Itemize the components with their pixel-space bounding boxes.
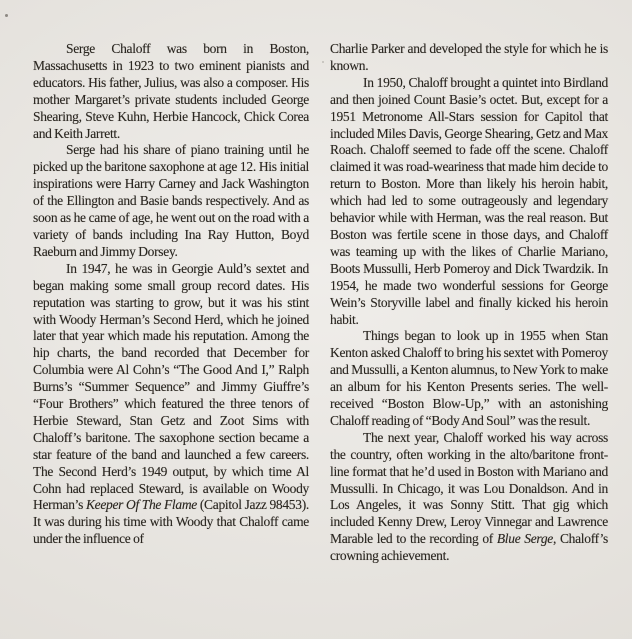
paragraph bbox=[330, 328, 608, 429]
body-text: In 1947, he was in Georgie Auld’s sextet and began making some small group record dates. His reputation was starting to grow, but it was his stint with Woody Herman’s Second Herd, which he joined later that year which made his reputation. Among the hip charts, the band recorded that December for Columbia were Al Cohn’s “The Good And I,” Ralph Burns’s “Summer Sequence” and Jimmy Giuffre’s “Four Brothers” which featured the three tenors of Herbie Steward, Stan Getz and Zoot Sims with Chaloff’s baritone. The saxophone section became a star feature of the band and launched a few careers. The Second Herd’s 1949 output, by which time Al Cohn had replaced Steward, is available on Woody Herman’s bbox=[33, 260, 309, 513]
body-text: Serge had his share of piano training until he picked up the baritone saxophone at age 12. His initial inspirations were Harry Carney and Jack Washington of the Ellington and Basie bands respectively. And as soon as he came of age, he went out on the road with a variety of bands including Ina Ray Hutton, Boyd Raeburn and Jimmy Dorsey. bbox=[33, 142, 309, 259]
right-column bbox=[330, 41, 608, 565]
body-text: (Capitol Jazz 98453). It was during his time with Woody that Chaloff came under the influence of bbox=[33, 497, 309, 547]
left-column bbox=[33, 41, 309, 548]
body-text: , Chaloff’s crowning achievement. bbox=[330, 531, 608, 564]
body-text: The next year, Chaloff worked his way across the country, often working in the alto/baritone front-line format that he’d used in Boston with Mariano and Mussulli. In Chicago, it was Lou Donaldson. And in Los Angeles, it was Sonny Stitt. That gig which included Kenny Drew, Leroy Vinnegar and Lawrence Marable led to the recording of bbox=[330, 429, 608, 547]
scan-speck bbox=[5, 14, 8, 17]
body-text: Things began to look up in 1955 when Stan Kenton asked Chaloff to bring his sextet with Pomeroy and Mussulli, a Kenton alumnus, to New York to make an album for his Kenton Presents series. The well-received “Boston Blow-Up,” with an astonishing Chaloff reading of “Body And Soul” was the result. bbox=[330, 328, 608, 428]
album-title-italic: Blue Serge bbox=[496, 531, 553, 547]
body-text: In 1950, Chaloff brought a quintet into Birdland and then joined Count Basie’s octet. But, except for a 1951 Metronome All-Stars session for Capitol that included Miles Davis, George Shearing, Getz and Max Roach. Chaloff seemed to fade off the scene. Chaloff claimed it was road-weariness that made him decide to return to Boston. More than likely his heroin habit, which had led to some outrageously and legendary behavior while with Herman, was the real reason. But Boston was fertile scene in those days, and Chaloff was teaming up with the likes of Charlie Mariano, Boots Mussulli, Herb Pomeroy and Dick Twardzik. In 1954, he made two wonderful sessions for George Wein’s Storyville label and finally kicked his heroin habit. bbox=[330, 74, 608, 327]
paragraph bbox=[330, 430, 608, 565]
paragraph bbox=[330, 75, 608, 329]
scan-speck bbox=[322, 61, 324, 63]
album-title-italic: Keeper Of The Flame bbox=[85, 497, 197, 513]
body-text: Serge Chaloff was born in Boston, Massachusetts in 1923 to two eminent pianists and educators. His father, Julius, was also a composer. His mother Margaret’s private students included George Shearing, Steve Kuhn, Herbie Hancock, Chick Corea and Keith Jarrett. bbox=[33, 41, 309, 141]
paragraph bbox=[330, 41, 608, 75]
paragraph bbox=[33, 142, 309, 260]
body-text: Charlie Parker and developed the style for which he is known. bbox=[330, 41, 608, 73]
paragraph bbox=[33, 41, 309, 142]
paragraph bbox=[33, 261, 309, 548]
